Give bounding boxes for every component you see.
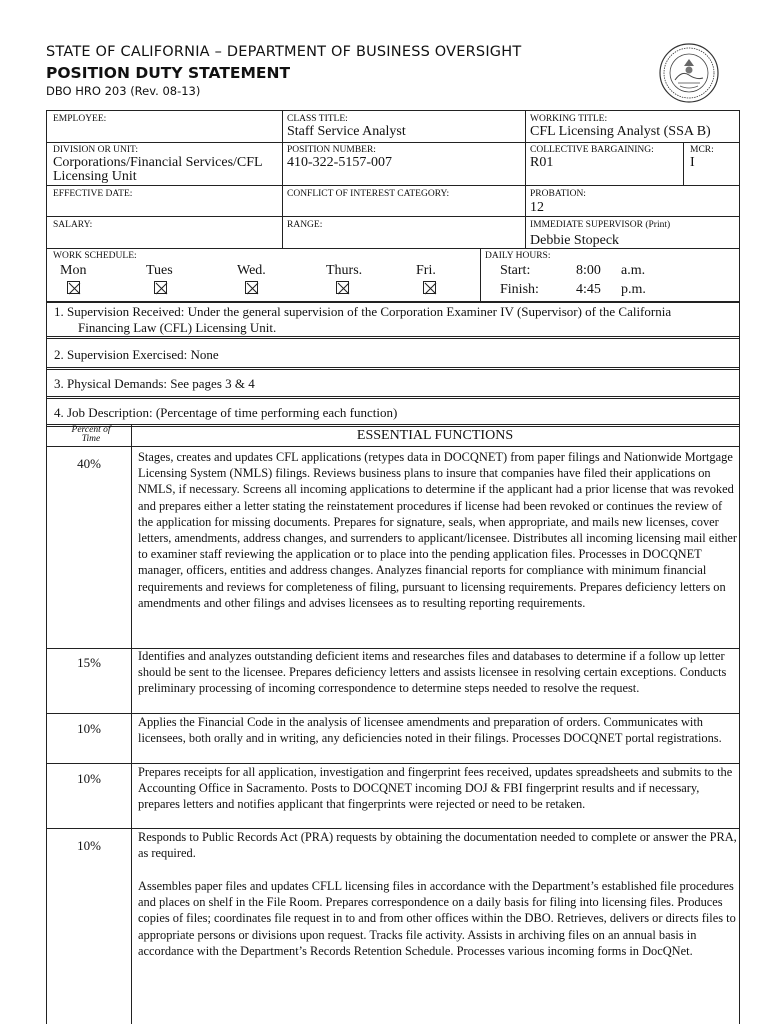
probation-field[interactable]: 12 — [530, 200, 544, 215]
working-title-label: WORKING TITLE: — [530, 114, 608, 124]
working-title-field[interactable]: CFL Licensing Analyst (SSA B) — [530, 124, 711, 139]
state-seal-icon — [658, 42, 720, 104]
day-tues: Tues — [146, 263, 173, 278]
finish-label: Finish: — [500, 282, 539, 297]
start-ampm: a.m. — [621, 263, 646, 278]
division-field-line2[interactable]: Licensing Unit — [53, 169, 137, 184]
tues-checkbox[interactable] — [154, 281, 167, 294]
fri-checkbox[interactable] — [423, 281, 436, 294]
agency-header: STATE OF CALIFORNIA – DEPARTMENT OF BUSINESS OVERSIGHT — [46, 44, 522, 60]
mcr-field[interactable]: I — [690, 155, 695, 170]
function-description: Identifies and analyzes outstanding deficient items and researches files and databases to determine if a follow up letter should be sent to the licensee. Prepares deficiency letters and assists licensee in resolving certain exceptions. Conducts preliminary processing of incoming correspondence to determine steps needed to resolve the request. — [138, 649, 727, 696]
day-wed: Wed. — [237, 263, 266, 278]
mon-checkbox[interactable] — [67, 281, 80, 294]
percent-of-time-header: Percent of Time — [71, 425, 111, 444]
function-percent: 10% — [77, 721, 101, 736]
supervision-received-line2: Financing Law (CFL) Licensing Unit. — [78, 320, 277, 335]
supervision-exercised: 2. Supervision Exercised: None — [54, 347, 219, 362]
function-description: Applies the Financial Code in the analysis of licensee amendments and preparation of orders. Communicates with licensees, both orally and in writing, any deficiencies noted in their filings. Processes DOCQNET portal registrations. — [138, 715, 722, 746]
class-title-label: CLASS TITLE: — [287, 114, 348, 124]
function-description: Stages, creates and updates CFL applications (retypes data in DOCQNET) from paper filings and Nationwide Mortgage Licensing System (NMLS) filings. Reviews business plans to insure that companies have filed their applications on NMLS, if necessary. Screens all incoming applications to determine if the applicant had a prior license that was revoked and prepares either a letter stating the reinstatement procedures if license had been revoked or continues the review of the application for missing documents. Prepares for signature, seals, when appropriate, and mails new licenses, cover letters, amendments, address changes, and surrenders to applicant/licensee. Distributes all incoming licensing mail either to examiner staff reviewing the application or to place into the pending application files. Processes in DOCQNET manager, officers, entities and address changes. Analyzes financial reports for compliance with minimum financial requirements and reviews for completeness of filing, pursuant to licensing requirements. Prepares deficiency letters on amendments and other filings and advises licensees as to resulting reporting requirements. — [138, 450, 738, 610]
day-mon: Mon — [60, 263, 87, 278]
range-label: RANGE: — [287, 220, 323, 230]
daily-hours-label: DAILY HOURS: — [485, 251, 551, 261]
supervision-received-line1: 1. Supervision Received: Under the general supervision of the Corporation Examiner IV (Supervisor) of the California — [54, 304, 672, 319]
day-thurs: Thurs. — [326, 263, 363, 278]
employee-label: EMPLOYEE: — [53, 114, 107, 124]
collective-bargaining-field[interactable]: R01 — [530, 155, 554, 170]
job-description: 4. Job Description: (Percentage of time performing each function) — [54, 405, 398, 420]
class-title-field[interactable]: Staff Service Analyst — [287, 124, 406, 139]
function-description: Responds to Public Records Act (PRA) requests by obtaining the documentation needed to complete or answer the PRA, as required. — [138, 830, 737, 861]
position-number-field[interactable]: 410-322-5157-007 — [287, 155, 392, 170]
salary-label: SALARY: — [53, 220, 93, 230]
day-fri: Fri. — [416, 263, 436, 278]
function-percent: 10% — [77, 838, 101, 853]
start-time[interactable]: 8:00 — [576, 263, 601, 278]
finish-ampm: p.m. — [621, 282, 646, 297]
function-description-continued: Assembles paper files and updates CFLL licensing files in accordance with the Department’s established file procedures and places on shelf in the File Room. Prepares correspondence on a daily basis for filing into licensing files. Produces copies of files; coordinates file request in to and from other offices within the DBO. Retrieves, delivers or directs files to appropriate persons or divisions upon request. Tracks file activity. Assists in archiving files on an annual basis in accordance with the Department’s Records Retention Schedule. Processes various incoming forms in DocQNet. — [138, 879, 736, 958]
physical-demands: 3. Physical Demands: See pages 3 & 4 — [54, 376, 255, 391]
probation-label: PROBATION: — [530, 189, 586, 199]
conflict-of-interest-label: CONFLICT OF INTEREST CATEGORY: — [287, 189, 450, 199]
effective-date-label: EFFECTIVE DATE: — [53, 189, 133, 199]
function-percent: 40% — [77, 456, 101, 471]
supervisor-field[interactable]: Debbie Stopeck — [530, 233, 620, 248]
function-percent: 15% — [77, 655, 101, 670]
function-description: Prepares receipts for all application, investigation and fingerprint fees received, updates spreadsheets and submits to the Accounting Office in Sacramento. Posts to DOCQNET incoming DOJ & FBI fingerprint results and if necessary, prepares letters and notifies applicant that fingerprints were rejected or need to be retaken. — [138, 765, 733, 812]
start-label: Start: — [500, 263, 531, 278]
function-percent: 10% — [77, 771, 101, 786]
document-title: POSITION DUTY STATEMENT — [46, 64, 291, 82]
finish-time[interactable]: 4:45 — [576, 282, 601, 297]
supervisor-label: IMMEDIATE SUPERVISOR (Print) — [530, 220, 671, 230]
position-number-label: POSITION NUMBER: — [287, 145, 376, 155]
work-schedule-label: WORK SCHEDULE: — [53, 251, 137, 261]
wed-checkbox[interactable] — [245, 281, 258, 294]
thurs-checkbox[interactable] — [336, 281, 349, 294]
mcr-label: MCR: — [690, 145, 714, 155]
division-field-line1[interactable]: Corporations/Financial Services/CFL — [53, 155, 263, 170]
form-number: DBO HRO 203 (Rev. 08-13) — [46, 84, 201, 98]
division-label: DIVISION OR UNIT: — [53, 145, 139, 155]
essential-functions-title: ESSENTIAL FUNCTIONS — [356, 428, 514, 443]
collective-bargaining-label: COLLECTIVE BARGAINING: — [530, 145, 654, 155]
